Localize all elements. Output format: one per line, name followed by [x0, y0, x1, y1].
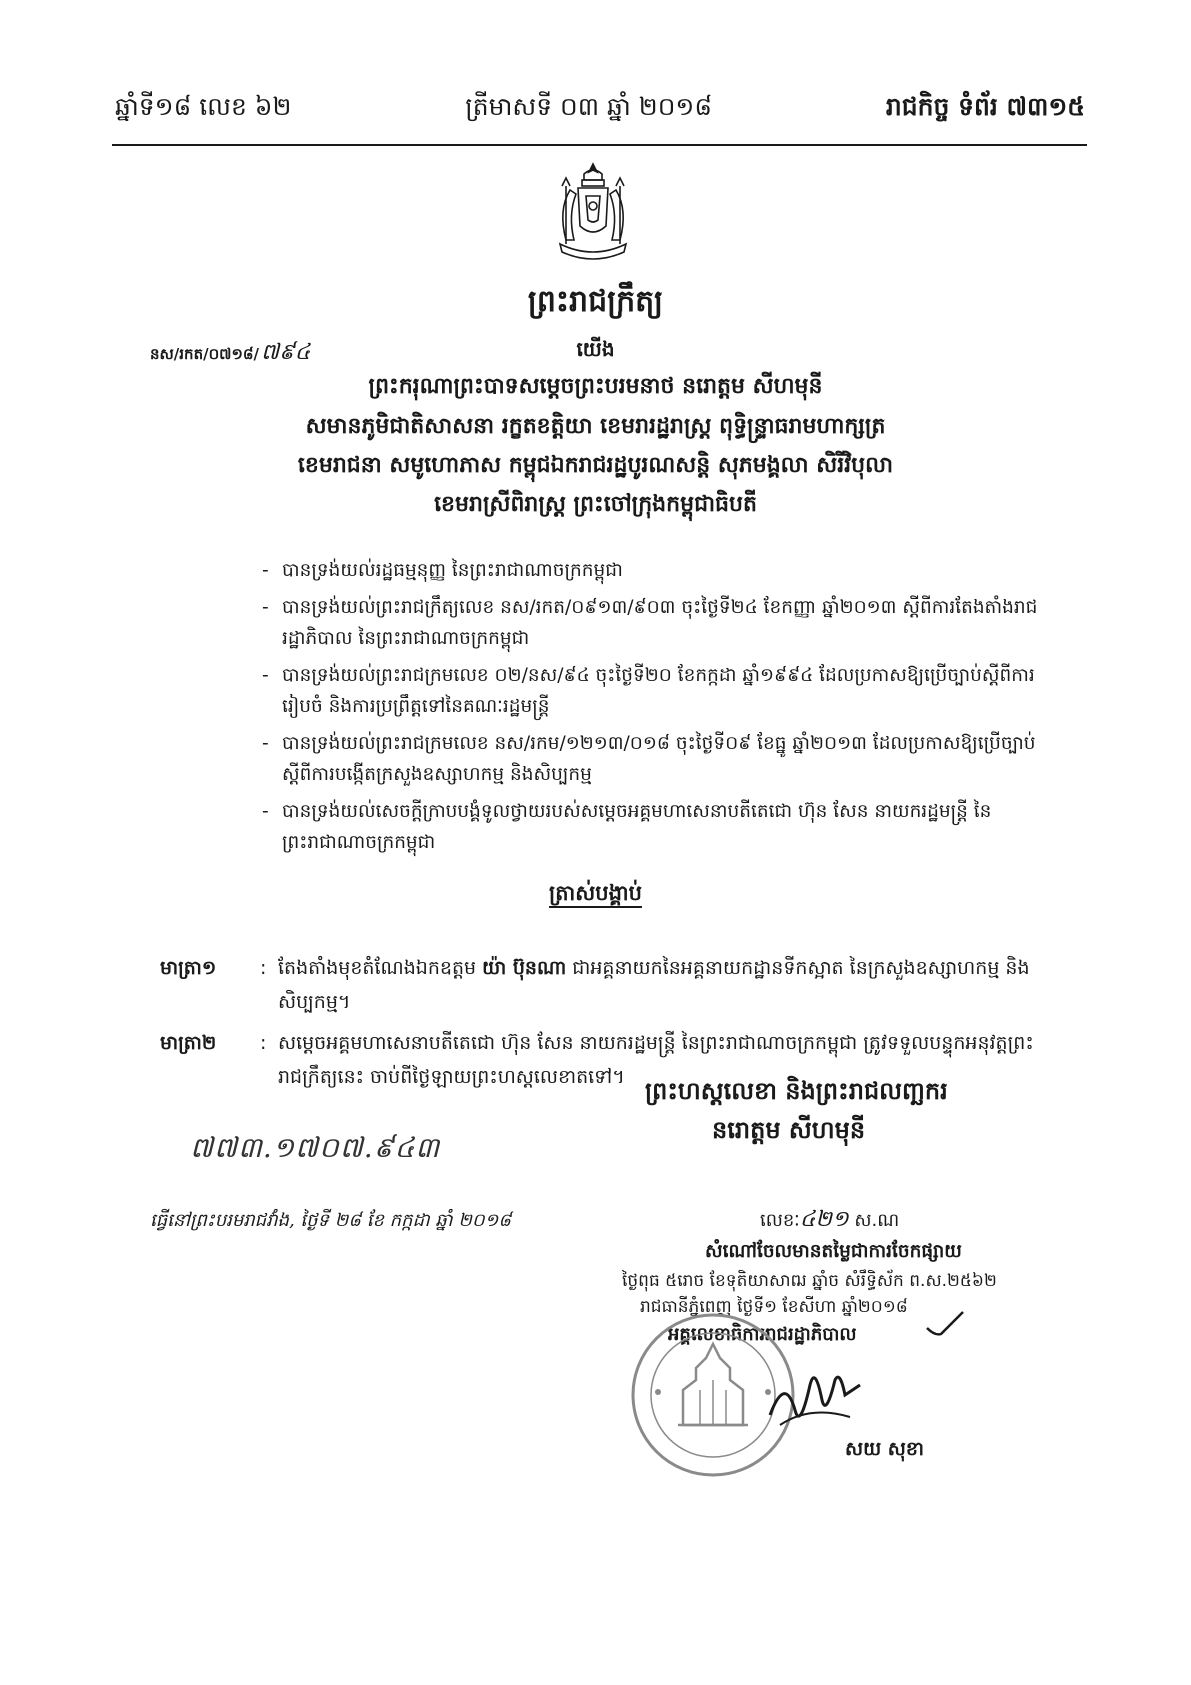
- handwritten-note: ៧៧៣.១៧០៧.៩៤៣: [190, 1131, 441, 1164]
- visa-list: [262, 555, 1062, 864]
- article-colon: :: [260, 957, 267, 979]
- certification-place-date: រាជធានីភ្នំពេញ ថ្ងៃទី១ ខែសីហា ឆ្នាំ២០១៨: [640, 1297, 908, 1317]
- royal-coat-of-arms-icon: [548, 160, 638, 270]
- decree-title: ព្រះរាជក្រឹត្យ: [527, 284, 664, 319]
- handwritten-signature-icon: [760, 1355, 870, 1440]
- secretary-general-office: អគ្គលេខាធិការរាជរដ្ឋាភិបាល: [668, 1324, 857, 1345]
- certified-copy-line: សំណៅចែលមានតម្លៃជាការចែកផ្សាយ: [705, 1241, 962, 1262]
- article-text-before: តែងតាំងមុខតំណែងឯកឧត្តម: [278, 957, 483, 979]
- decides-heading: ត្រាស់បង្គាប់: [549, 881, 642, 905]
- king-title-line-3: ខេមរាជនា សមូហោភាស កម្ពុជឯករាជរដ្ឋបូរណសន្តិ សុភមង្គលា សិរីវិបុលា: [297, 453, 894, 478]
- reference-handwritten-number: ៧៩៤: [260, 340, 311, 365]
- royal-signature-title: ព្រះហស្តលេខា និងព្រះរាជលញ្ឆករ: [645, 1077, 948, 1105]
- article-label: មាត្រា១: [160, 957, 217, 979]
- visa-item: - បានទ្រង់យល់សេចក្តីក្រាបបង្គំទូលថ្វាយរបស់សម្តេចអគ្គមហាសេនាបតីតេជោ ហ៊ុន សែន នាយករដ្ឋមន្ត្រី នៃព្រះរាជាណាចក្រកម្ពុជា: [262, 796, 1062, 858]
- article-text: សម្តេចអគ្គមហាសេនាបតីតេជោ ហ៊ុន សែន នាយករដ្ឋមន្ត្រី នៃព្រះរាជាណាចក្រកម្ពុជា ត្រូវទទួលបន្ទុកអនុវត្តព្រះរាជក្រឹត្យនេះ ចាប់ពីថ្ងៃឡាយព្រះហស្តលេខាតទៅ។: [278, 1032, 1034, 1088]
- article-1: [160, 951, 1040, 1019]
- king-title-line-1: ព្រះករុណាព្រះបាទសម្តេចព្រះបរមនាថ នរោត្តម សីហមុនី: [368, 374, 823, 399]
- we-heading: យើង: [576, 337, 615, 361]
- royal-signature-name: នរោត្តម សីហមុនី: [712, 1116, 866, 1144]
- appointee-name: យ៉ា ប៊ុនណា: [482, 957, 567, 979]
- king-title-line-4: ខេមរាស្រីពិរាស្ត្រ ព្រះចៅក្រុងកម្ពុជាធិបតី: [434, 492, 757, 517]
- article-text-after: ជាអគ្គនាយកនៃអគ្គនាយកដ្ឋានទីកស្អាត នៃក្រសួងឧស្សាហកម្ម និងសិប្បកម្ម។: [278, 957, 1030, 1013]
- visa-item: - បានទ្រង់យល់ព្រះរាជក្រឹត្យលេខ នស/រកត/០៩១៣/៩០៣ ចុះថ្ងៃទី២៤ ខែកញ្ញា ឆ្នាំ២០១៣ ស្តីពីការតែងតាំងរាជរដ្ឋាភិបាល នៃព្រះរាជាណាចក្រកម្ពុជា: [262, 592, 1062, 654]
- gazette-header: [115, 92, 1085, 128]
- cert-number-suffix: ស.ណ: [848, 1210, 900, 1231]
- cert-number-handwritten: ៤២១: [799, 1207, 849, 1232]
- lunar-date: ថ្ងៃពុធ ៥រោច ខែទុតិយាសាឍ ឆ្នាំច សំរឹទ្ធិស័ក ព.ស.២៥៦២: [622, 1271, 997, 1291]
- handwritten-tick-icon: [925, 1310, 965, 1340]
- king-title-line-2: សមានភូមិជាតិសាសនា រក្ខតខត្តិយា ខេមរារដ្ឋរាស្ត្រ ពុទ្ធិន្ទ្រាធរាមហាក្សត្រ: [305, 414, 886, 439]
- header-quarter: ត្រីមាសទី ០៣ ឆ្នាំ ២០១៨: [465, 92, 713, 121]
- header-rule: [112, 144, 1087, 146]
- cert-number-prefix: លេខៈ: [760, 1210, 800, 1231]
- reference-prefix: នស/រកត/០៧១៨/: [150, 345, 259, 363]
- header-year-issue: ឆ្នាំទី១៨ លេខ ៦២: [115, 92, 292, 121]
- article-colon: :: [260, 1032, 267, 1054]
- header-page-number: រាជកិច្ច ទំព័រ ៧៣១៥: [885, 92, 1085, 121]
- article-text: [278, 951, 1040, 1019]
- visa-item: - បានទ្រង់យល់ព្រះរាជក្រមលេខ ០២/នស/៩៤ ចុះថ្ងៃទី២០ ខែកក្កដា ឆ្នាំ១៩៩៤ ដែលប្រកាសឱ្យប្រើច្បាប់ស្តីពីការរៀបចំ និងការប្រព្រឹត្តទៅនៃគណៈរដ្ឋមន្ត្រី: [262, 660, 1062, 722]
- visa-item: - បានទ្រង់យល់ព្រះរាជក្រមលេខ នស/រកម/១២១៣/០១៨ ចុះថ្ងៃទី០៩ ខែធ្នូ ឆ្នាំ២០១៣ ដែលប្រកាសឱ្យប្រើច្បាប់ស្តីពីការបង្កើតក្រសួងឧស្សាហកម្ម និងសិប្បកម្ម: [262, 728, 1062, 790]
- article-label: មាត្រា២: [160, 1032, 217, 1054]
- certifying-signer-name: សយ សុខា: [845, 1438, 924, 1460]
- certification-number: [760, 1205, 899, 1237]
- visa-item: - បានទ្រង់យល់រដ្ឋធម្មនុញ្ញ នៃព្រះរាជាណាចក្រកម្ពុជា: [262, 555, 1062, 586]
- place-and-date: ធ្វើនៅព្រះបរមរាជវាំង, ថ្ងៃទី ២៨ ខែ កក្កដា ឆ្នាំ ២០១៨: [150, 1210, 511, 1231]
